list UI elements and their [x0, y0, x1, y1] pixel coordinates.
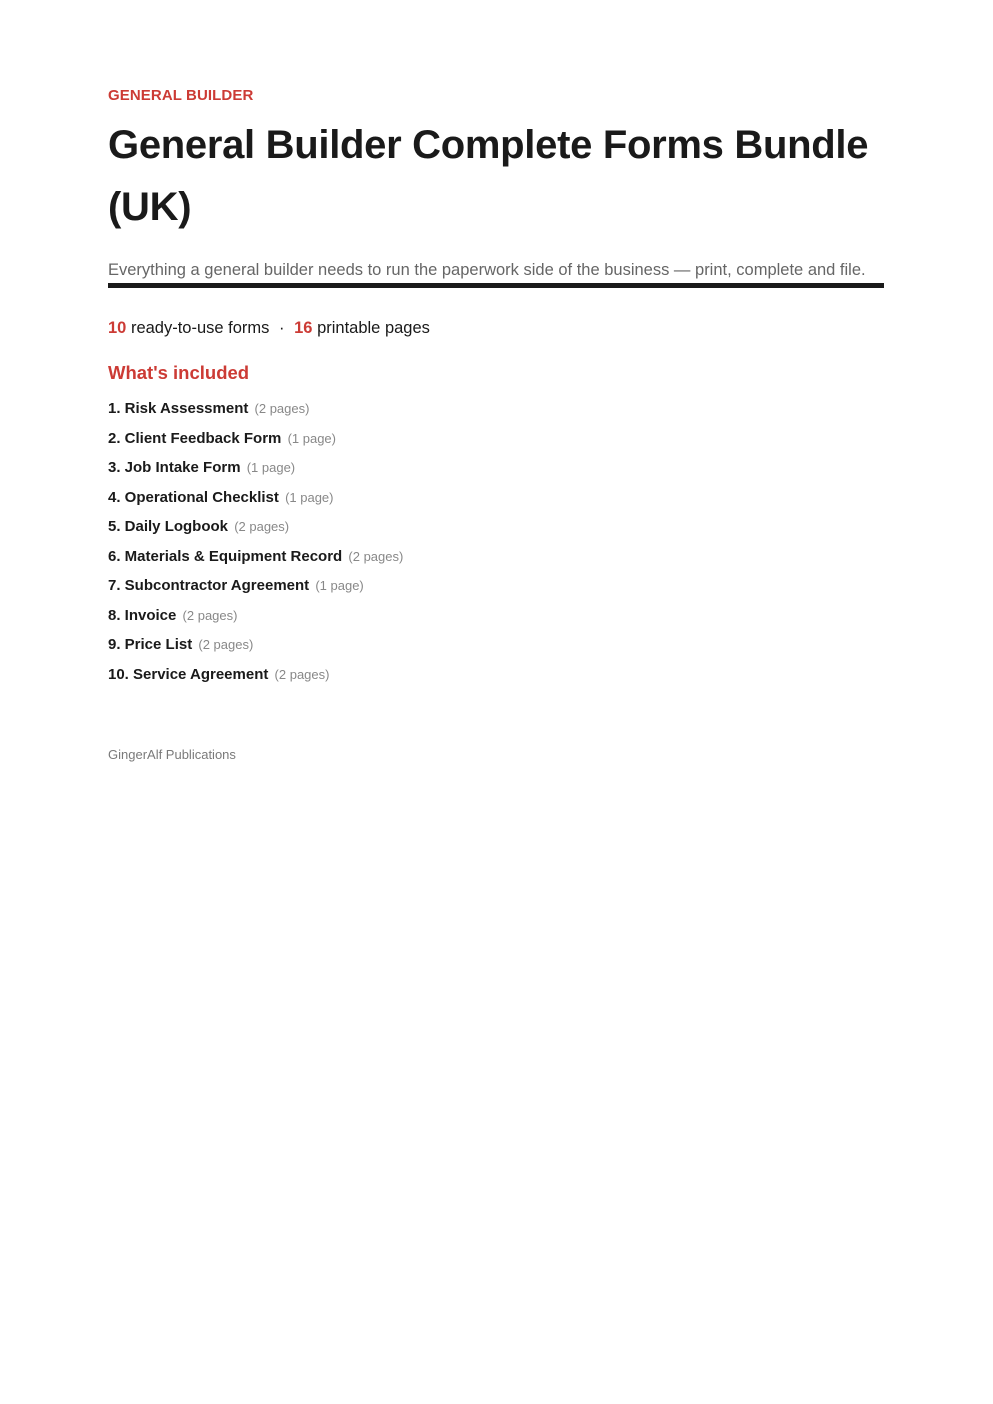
pages-count: 16 — [294, 319, 313, 337]
forms-count: 10 — [108, 319, 127, 337]
list-item — [108, 517, 885, 547]
list-item — [108, 547, 885, 577]
pages-label: printable pages — [317, 319, 430, 337]
form-page-count: (2 pages) — [182, 607, 238, 623]
page-title: General Builder Complete Forms Bundle (UK) — [108, 123, 869, 229]
stats-separator: · — [279, 319, 285, 337]
form-name: 6. Materials & Equipment Record — [108, 547, 343, 565]
header-divider — [108, 283, 884, 288]
form-page-count: (2 pages) — [254, 401, 310, 416]
form-page-count: (1 page) — [285, 489, 334, 505]
form-name: 1. Risk Assessment — [108, 400, 249, 417]
forms-label: ready-to-use forms — [130, 319, 270, 337]
included-list — [108, 399, 885, 694]
form-name: 3. Job Intake Form — [108, 459, 241, 476]
form-name: 2. Client Feedback Form — [108, 429, 282, 447]
list-item — [108, 458, 885, 488]
included-heading: What's included — [108, 362, 250, 383]
form-page-count: (1 page) — [287, 430, 336, 446]
category-label: GENERAL BUILDER — [108, 87, 254, 104]
bundle-stats — [108, 317, 885, 339]
list-item — [108, 429, 885, 459]
form-page-count: (1 page) — [315, 578, 364, 593]
list-item — [108, 576, 885, 606]
publisher-footer: GingerAlf Publications — [108, 747, 236, 762]
form-page-count: (2 pages) — [348, 548, 404, 564]
list-item — [108, 488, 885, 518]
list-item — [108, 399, 885, 429]
form-name: 10. Service Agreement — [108, 665, 269, 683]
form-name: 9. Price List — [108, 636, 193, 653]
list-item — [108, 606, 885, 636]
form-name: 8. Invoice — [108, 606, 177, 624]
form-page-count: (2 pages) — [198, 637, 254, 652]
form-name: 7. Subcontractor Agreement — [108, 577, 310, 594]
document-page — [108, 86, 885, 764]
page-subtitle: Everything a general builder needs to run the paperwork side of the business — print, complete and file. — [108, 261, 866, 279]
form-page-count: (1 page) — [246, 460, 296, 475]
form-name: 4. Operational Checklist — [108, 488, 279, 506]
list-item — [108, 635, 885, 665]
form-page-count: (2 pages) — [274, 666, 330, 682]
form-page-count: (2 pages) — [234, 519, 290, 534]
list-item — [108, 665, 885, 695]
form-name: 5. Daily Logbook — [108, 518, 229, 535]
